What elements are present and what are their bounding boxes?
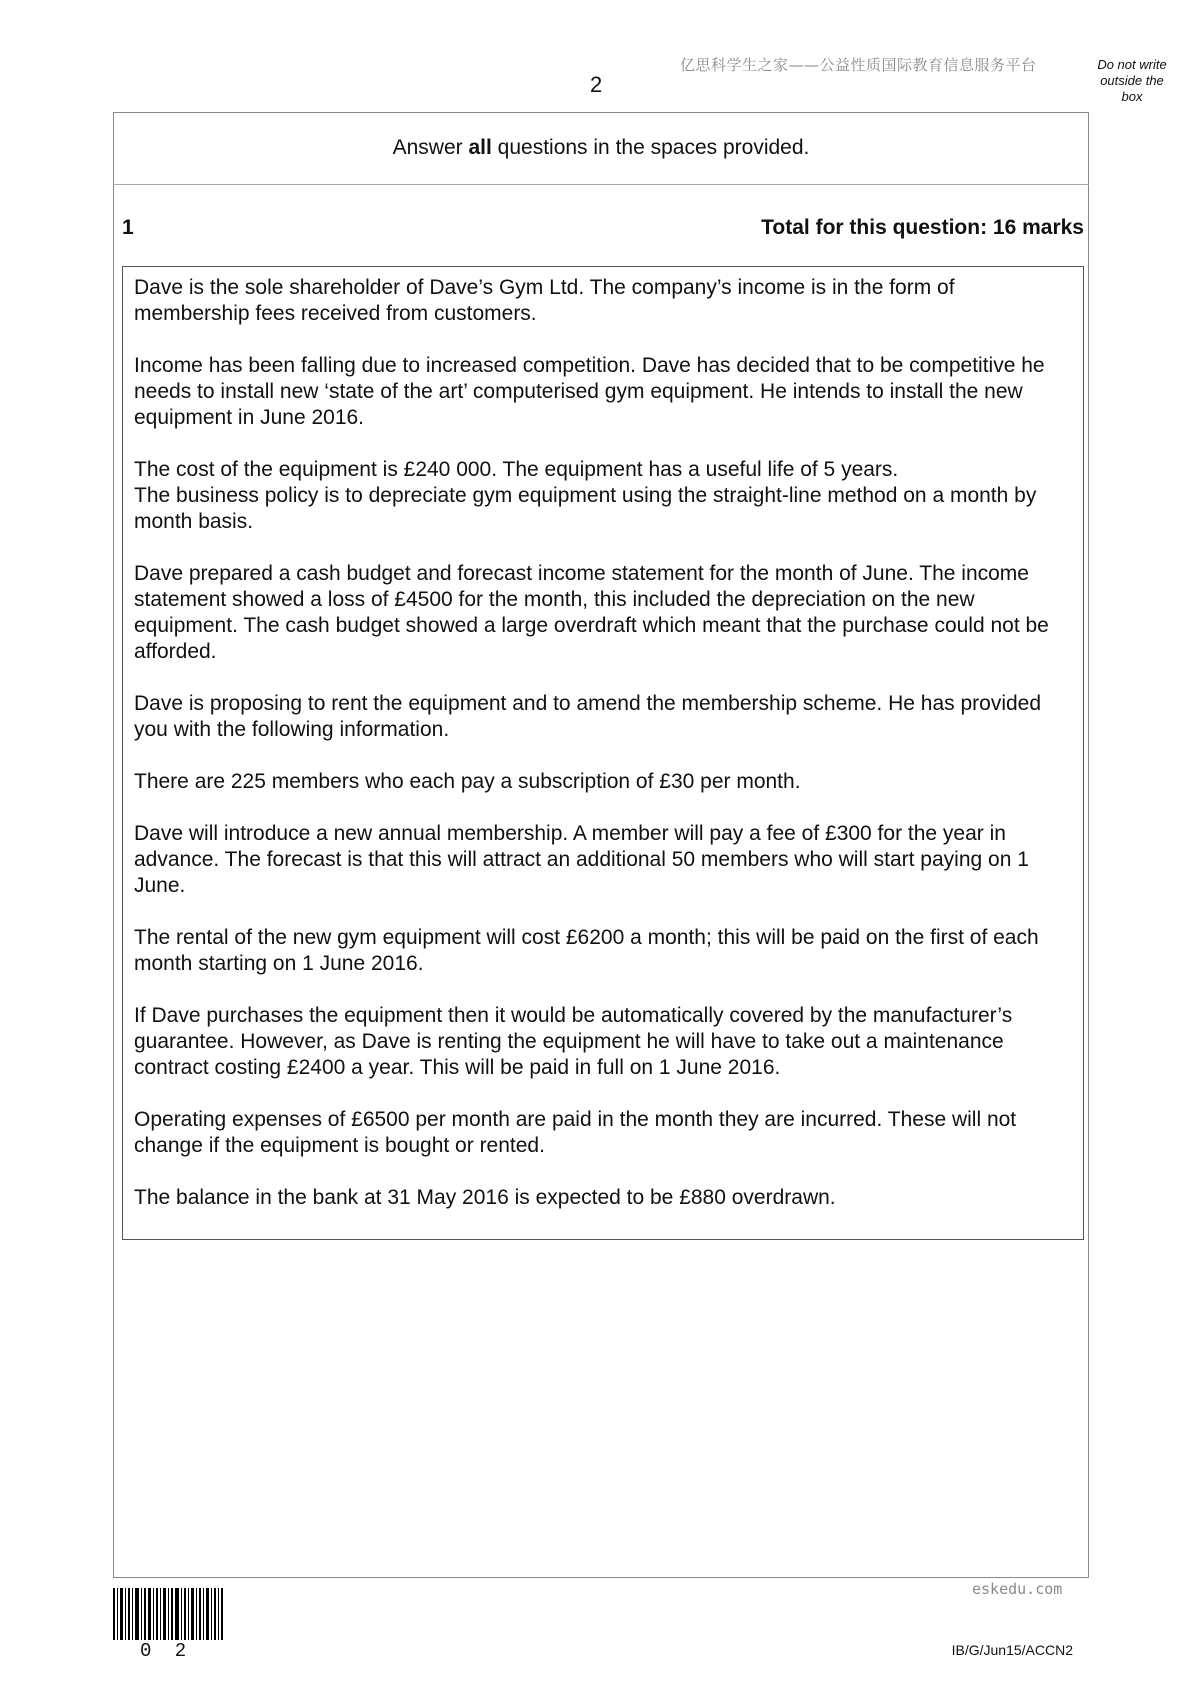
- watermark-text: 亿思科学生之家——公益性质国际教育信息服务平台: [680, 56, 1037, 74]
- scenario-box: [122, 266, 1084, 1240]
- margin-note-line: outside the: [1100, 73, 1164, 88]
- scenario-paragraph: The rental of the new gym equipment will cost £6200 a month; this will be paid on the first of each month starting on 1 June 2016.: [134, 926, 1039, 975]
- scenario-paragraph: Dave will introduce a new annual membership. A member will pay a fee of £300 for the year in advance. The forecast is that this will attract an additional 50 members who will start paying on 1 June.: [134, 822, 1029, 897]
- barcode-number: 0 2: [140, 1640, 193, 1662]
- barcode-icon: [113, 1588, 223, 1640]
- instructions-bold: all: [468, 136, 492, 159]
- scenario-paragraph: Dave prepared a cash budget and forecast income statement for the month of June. The income statement showed a loss of £4500 for the month, this included the depreciation on the new equipment. The cash budget showed a large overdraft which meant that the purchase could not be afforded.: [134, 562, 1049, 663]
- scenario-paragraph: [134, 457, 1073, 535]
- scenario-paragraph: Income has been falling due to increased competition. Dave has decided that to be competitive he needs to install new ‘state of the art’ computerised gym equipment. He intends to install the new equipment in June 2016.: [134, 354, 1045, 429]
- margin-note-line: Do not write: [1097, 57, 1167, 72]
- question-number: 1: [122, 216, 134, 239]
- scenario-line: The business policy is to depreciate gym equipment using the straight-line method on a month by month basis.: [134, 484, 1037, 533]
- scenario-paragraph: If Dave purchases the equipment then it would be automatically covered by the manufacturer’s guarantee. However, as Dave is renting the equipment he will have to take out a maintenance contract costing £2400 a year. This will be paid in full on 1 June 2016.: [134, 1004, 1013, 1079]
- question-marks: Total for this question: 16 marks: [761, 216, 1084, 239]
- margin-note-line: box: [1121, 89, 1143, 104]
- scenario-paragraph: Operating expenses of £6500 per month are paid in the month they are incurred. These will not change if the equipment is bought or rented.: [134, 1108, 1017, 1157]
- page-number: 2: [590, 72, 603, 97]
- instructions: [113, 112, 1089, 185]
- footer-watermark: eskedu.com: [972, 1580, 1063, 1598]
- instructions-suffix: questions in the spaces provided.: [491, 136, 810, 159]
- instructions-prefix: Answer: [392, 136, 469, 159]
- scenario-line: The cost of the equipment is £240 000. The equipment has a useful life of 5 years.: [134, 458, 899, 481]
- margin-note: [1084, 57, 1180, 105]
- scenario-paragraph: The balance in the bank at 31 May 2016 is expected to be £880 overdrawn.: [134, 1186, 836, 1209]
- paper-reference: IB/G/Jun15/ACCN2: [951, 1642, 1073, 1658]
- scenario-paragraph: Dave is proposing to rent the equipment and to amend the membership scheme. He has provided you with the following information.: [134, 692, 1042, 741]
- scenario-paragraph: There are 225 members who each pay a subscription of £30 per month.: [134, 770, 801, 793]
- scenario-paragraph: Dave is the sole shareholder of Dave’s Gym Ltd. The company’s income is in the form of membership fees received from customers.: [134, 276, 955, 325]
